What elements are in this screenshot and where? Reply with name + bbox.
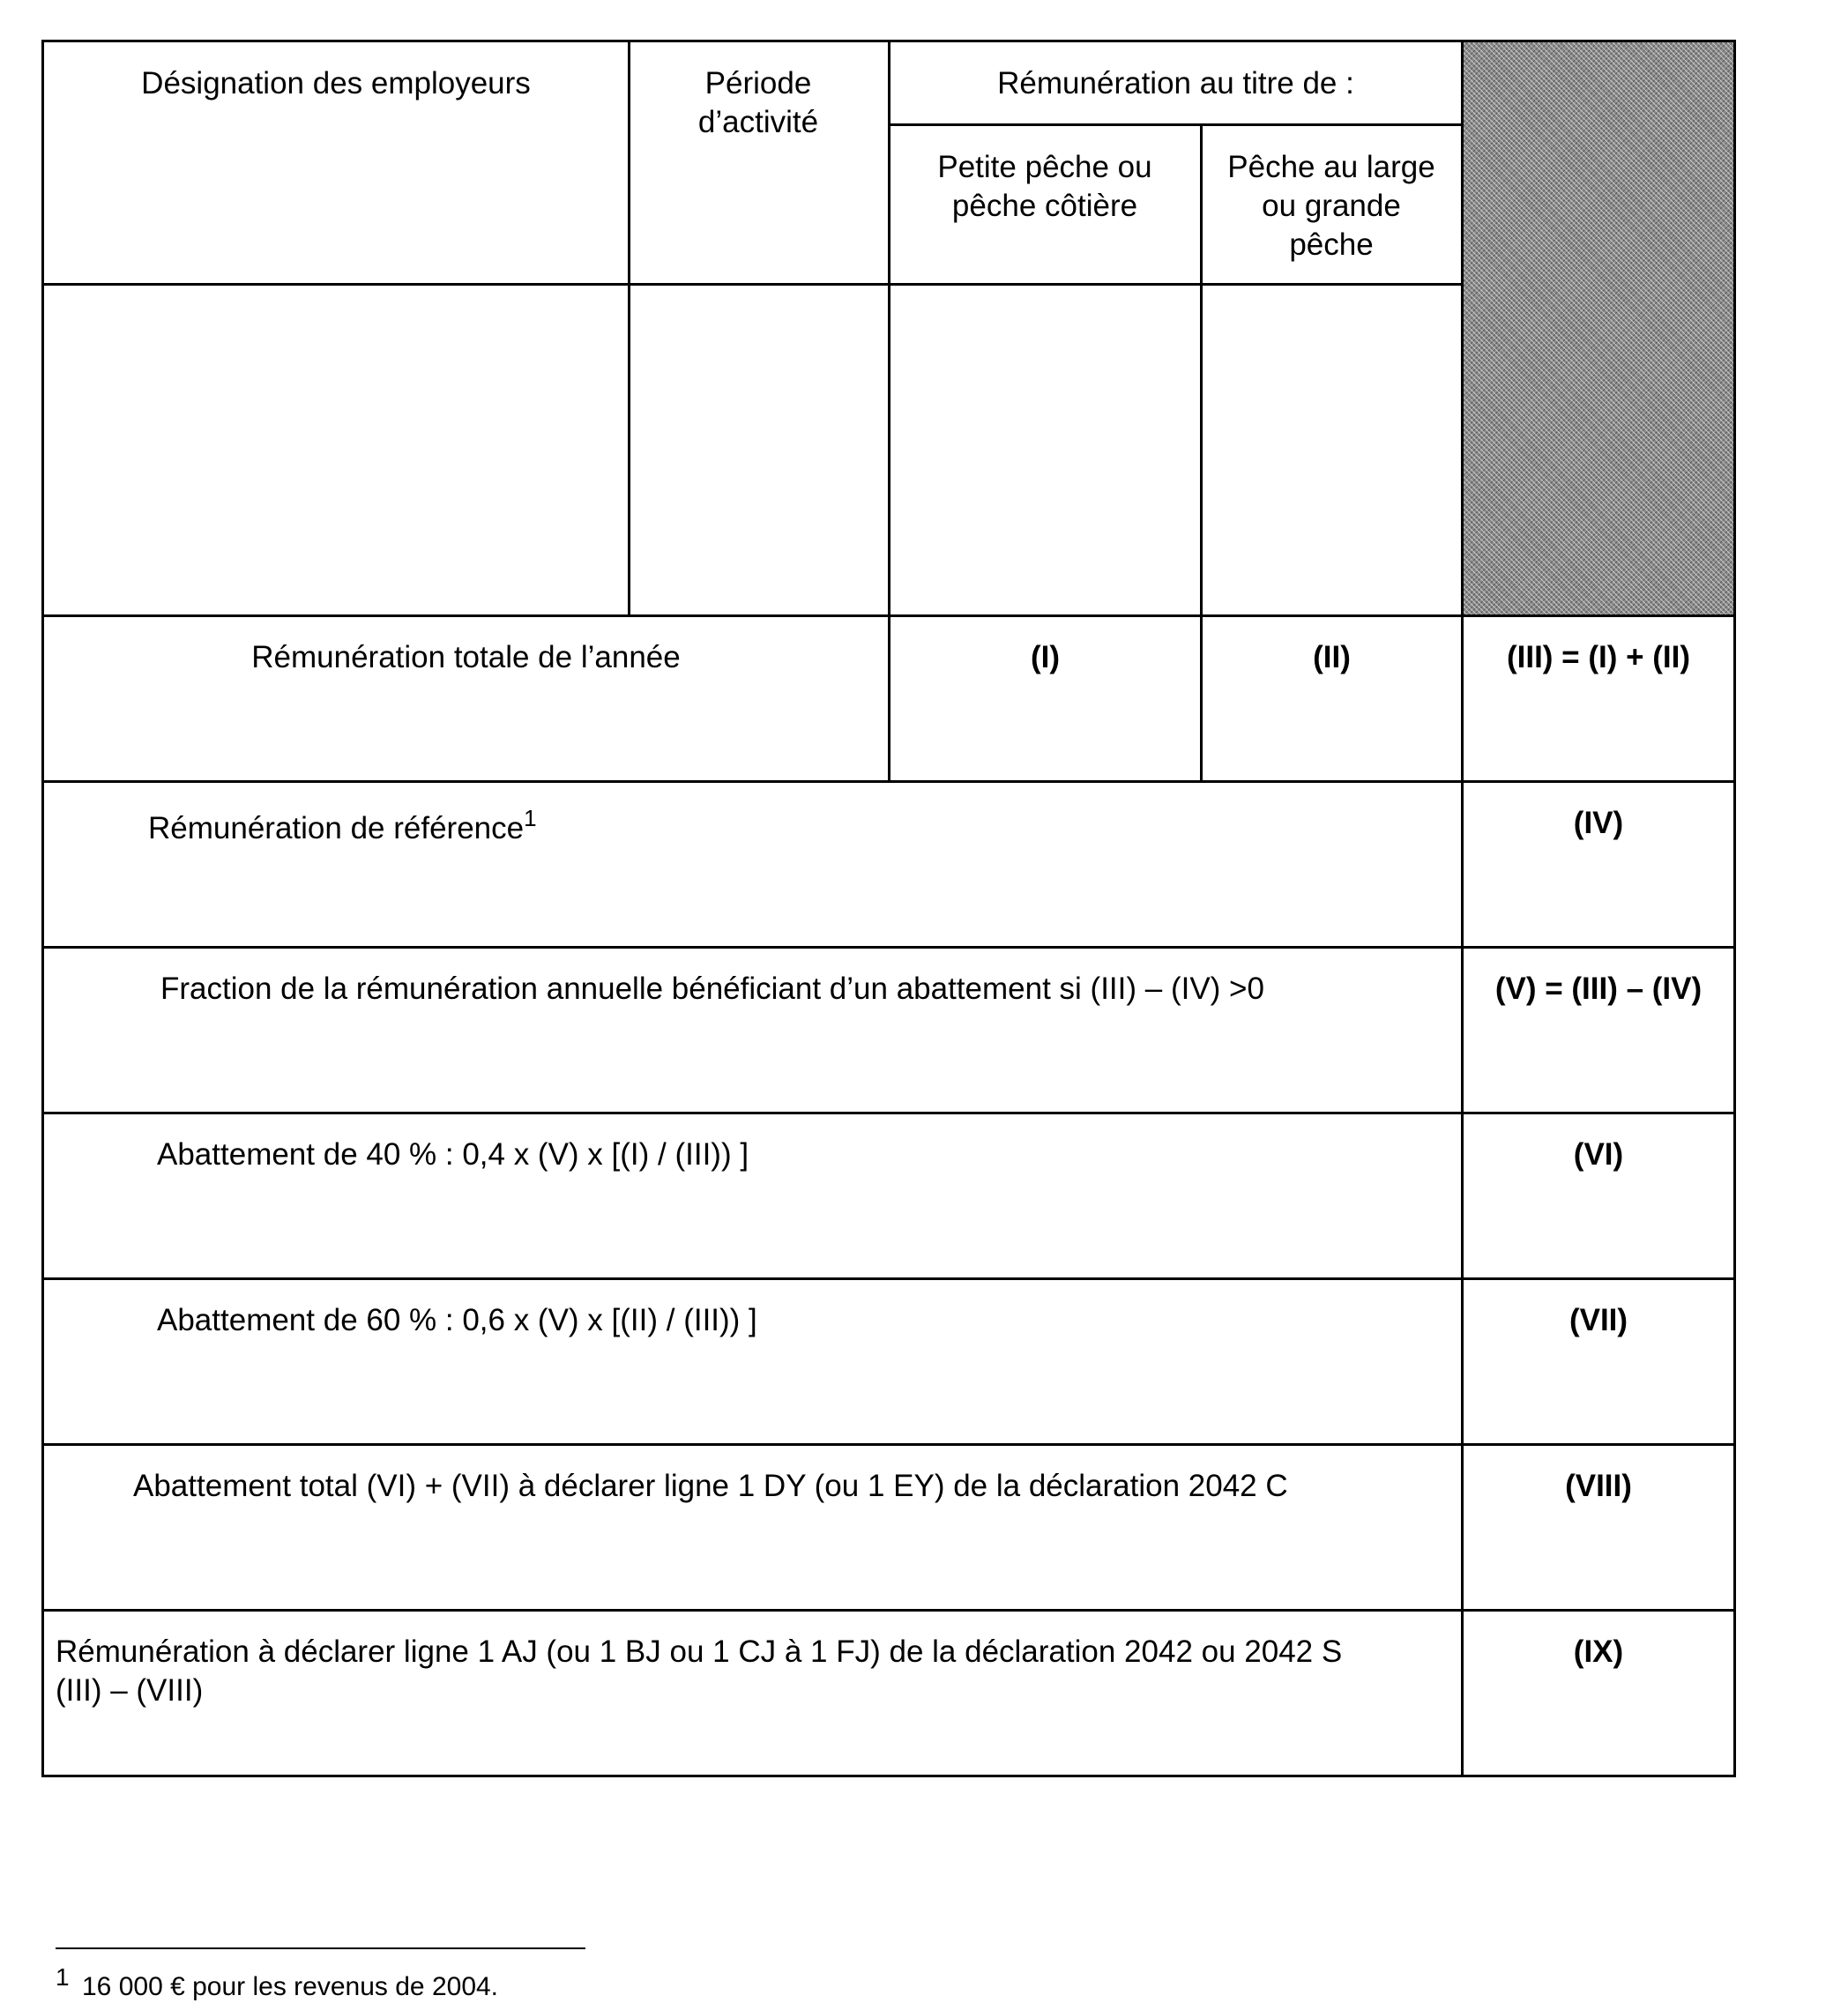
header-remuneration-group: Rémunération au titre de : [997,66,1354,101]
table-rule [1461,40,1464,1777]
footnote-separator [56,1947,585,1949]
table-border-left [41,40,44,1777]
shaded-cell [1461,40,1734,614]
row-reference-value: (IV) [1573,806,1624,840]
row-fraction-value: (V) = (III) – (IV) [1494,972,1703,1006]
row-abatement-40-value: (VI) [1573,1137,1624,1172]
table-rule [41,1609,1736,1612]
header-large-fishing: Pêche au large ou grande pêche [1227,150,1435,262]
table-rule [628,40,630,616]
table-rule [41,1443,1736,1446]
header-period: Période d’activité [697,66,819,139]
table-rule [1200,123,1203,782]
header-employers: Désignation des employeurs [141,66,531,101]
row-abatement-60-value: (VII) [1569,1303,1628,1337]
table-rule [41,1277,1736,1280]
row-reference-label [148,805,537,848]
row-total-small: (I) [1030,640,1061,674]
table-border-bottom [41,1775,1736,1777]
footnote-number: 1 [56,1963,70,1991]
footnote-text: 16 000 € pour les revenus de 2004. [82,1972,499,2001]
row-reference-text: Rémunération de référence [148,811,525,845]
row-abatement-40-label: Abattement de 40 % : 0,4 x (V) x [(I) / (III)) ] [157,1137,749,1172]
row-total-sum: (III) = (I) + (II) [1506,640,1691,674]
header-small-fishing: Petite pêche ou pêche côtière [937,150,1152,223]
table-border-right [1733,40,1736,1777]
table-rule [41,1112,1736,1114]
table-rule [41,946,1736,949]
row-fraction-label: Fraction de la rémunération annuelle bénéficiant d’un abattement si (III) – (IV) >0 [160,972,1264,1006]
row-declare-value: (IX) [1573,1634,1624,1669]
row-abatement-total-label: Abattement total (VI) + (VII) à déclarer ligne 1 DY (ou 1 EY) de la déclaration 2042 C [133,1469,1288,1503]
footnote-ref: 1 [524,805,537,831]
row-abatement-60-label: Abattement de 60 % : 0,6 x (V) x [(II) / (III)) ] [157,1303,757,1337]
row-abatement-total-value: (VIII) [1565,1469,1632,1503]
row-declare-label: Rémunération à déclarer ligne 1 AJ (ou 1 BJ ou 1 CJ à 1 FJ) de la déclaration 2042 ou 2042 S [56,1634,1343,1669]
table-rule [888,123,1463,126]
row-total-label: Rémunération totale de l’année [251,640,681,674]
table-rule [41,283,1463,286]
row-total-large: (II) [1313,640,1351,674]
row-declare-label-line2: (III) – (VIII) [56,1673,204,1708]
